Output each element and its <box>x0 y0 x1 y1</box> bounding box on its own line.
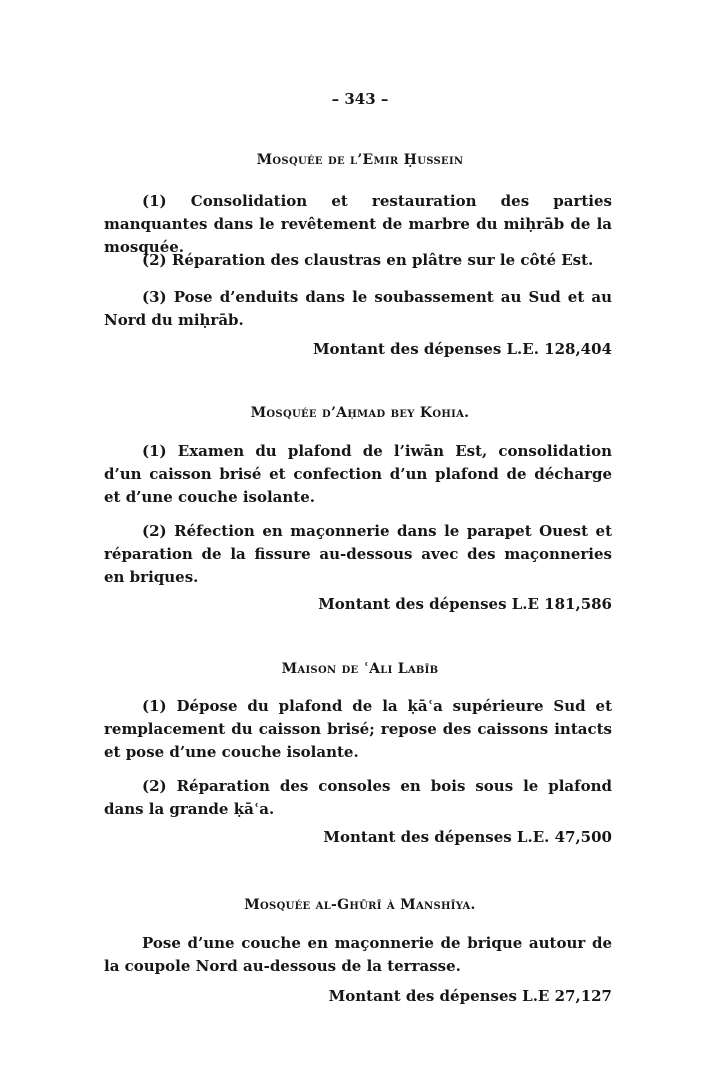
page-number: – 343 – <box>331 90 389 108</box>
section-paragraph: (2) Réfection en maçonnerie dans le parapet Ouest et réparation de la fissure au-dessous avec des maçonneries en briques. <box>104 522 612 586</box>
section-heading: Mosquée de l’Emir Ḥussein <box>256 152 464 168</box>
expense-total: Montant des dépenses L.E 181,586 <box>318 595 612 613</box>
section-paragraph: Pose d’une couche en maçonnerie de brique autour de la coupole Nord au-dessous de la terrasse. <box>104 934 612 975</box>
section-paragraph: (2) Réparation des consoles en bois sous le plafond dans la grande ḳāʿa. <box>104 777 612 818</box>
section-paragraph: (1) Examen du plafond de l’iwān Est, consolidation d’un caisson brisé et confection d’un plafond de décharge et d’une couche isolante. <box>104 442 612 506</box>
section-paragraph: (2) Réparation des claustras en plâtre sur le côté Est. <box>142 251 594 269</box>
section-paragraph: (1) Dépose du plafond de la ḳāʿa supérieure Sud et remplacement du caisson brisé; repose des caissons intacts et pose d’une couche isolante. <box>104 697 612 761</box>
section-heading: Mosquée al-Ghūrī à Manshīya. <box>244 897 476 913</box>
section-heading: Mosquée d’Aḥmad bey Kohia. <box>250 405 470 421</box>
section-heading: Maison de ʿAli Labīb <box>281 661 439 677</box>
expense-total: Montant des dépenses L.E. 128,404 <box>312 340 612 358</box>
expense-total: Montant des dépenses L.E 27,127 <box>328 987 612 1005</box>
section-paragraph: (3) Pose d’enduits dans le soubassement au Sud et au Nord du miḥrāb. <box>104 288 612 329</box>
expense-total: Montant des dépenses L.E. 47,500 <box>323 828 612 846</box>
section-paragraph: (1) Consolidation et restauration des parties manquantes dans le revêtement de marbre du miḥrāb de la mosquée. <box>104 192 612 256</box>
